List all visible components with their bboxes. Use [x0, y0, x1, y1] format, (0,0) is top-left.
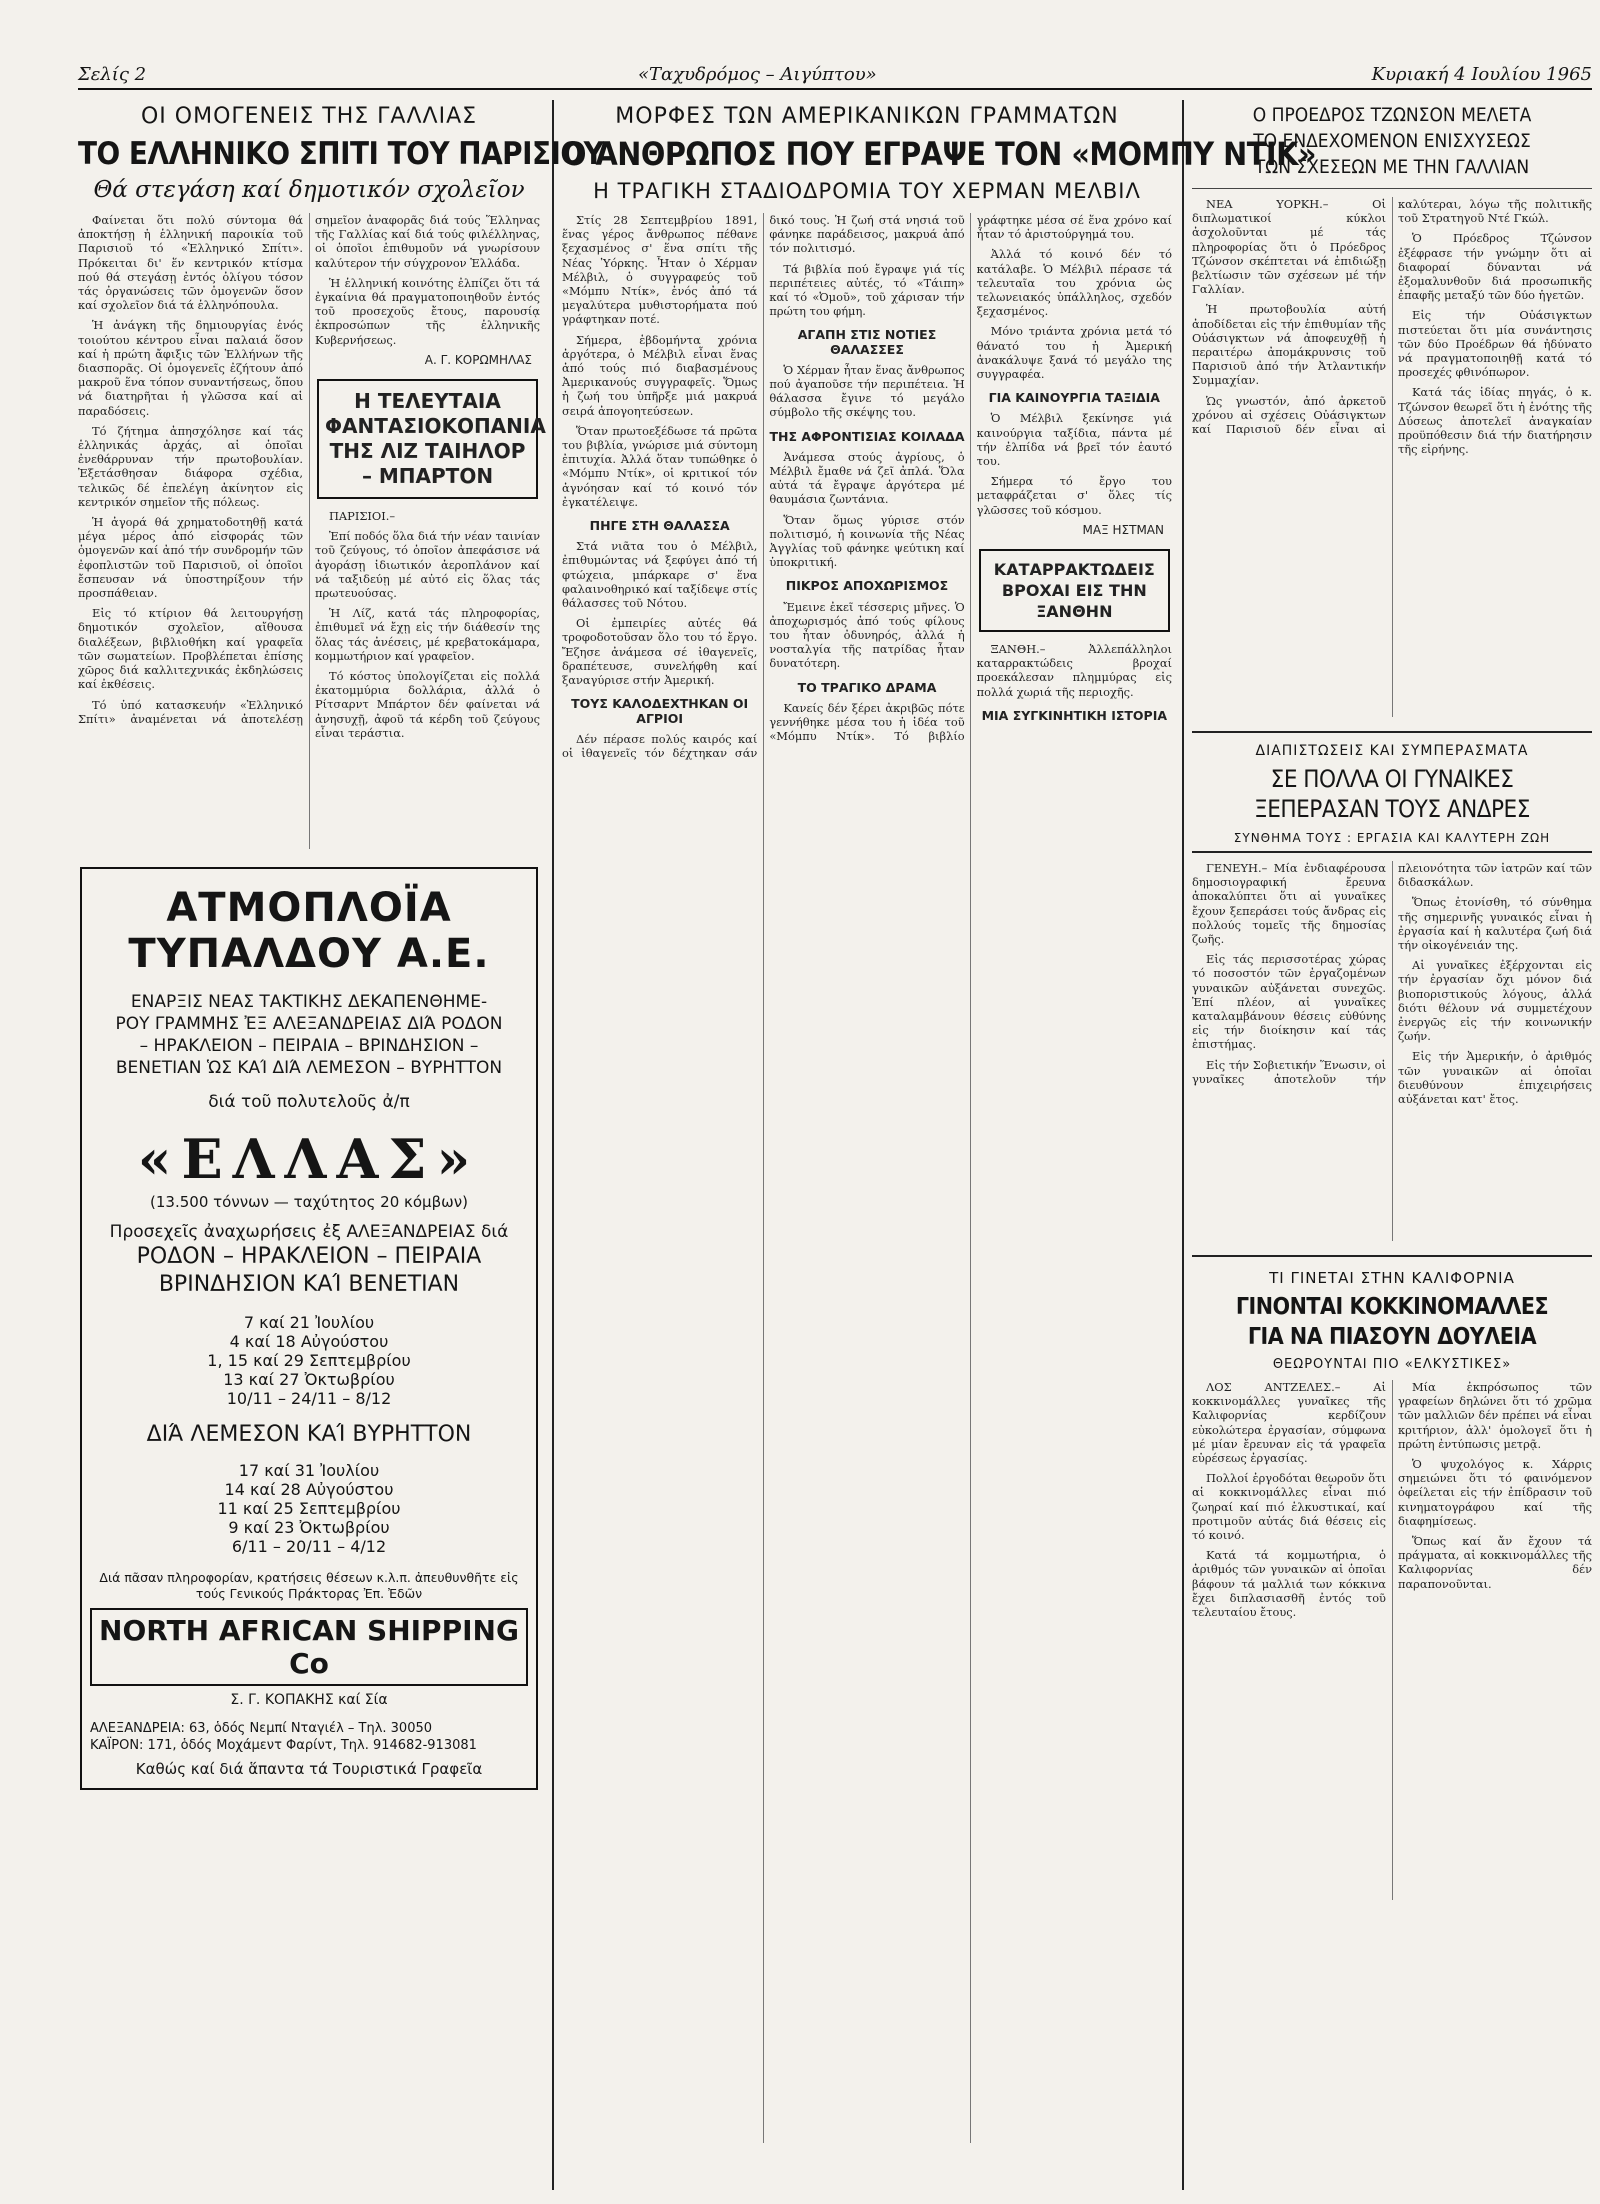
paragraph: Ὅπως ἐτονίσθη, τό σύνθημα τῆς σημερινῆς γυναικός εἶναι ἡ ἐργασία καί ἡ καλυτέρα ζωή διά τήν οἰκογένειάν της.	[1398, 895, 1592, 953]
paragraph: Ὅπως καί ἄν ἔχουν τά πράγματα, αἱ κοκκινομάλλες τῆς Καλιφορνίας δέν παραπονοῦνται.	[1398, 1534, 1592, 1591]
column-right	[1192, 100, 1592, 2190]
section-heading: ΤΗΣ ΑΦΡΟΝΤΙΣΙΑΣ ΚΟΙΛΑΔΑ	[769, 428, 965, 444]
ad-line: ΡΟΥ ΓΡΑΜΜΗΣ ἘΞ ΑΛΕΞΑΝΔΡΕΙΑΣ ΔΙΆ ΡΟΔΟΝ	[115, 1014, 503, 1034]
ad-capacity: (13.500 τόννων — ταχύτητος 20 κόμβων)	[150, 1193, 468, 1211]
ad-date: 14 καί 28 Αὐγούστου	[224, 1480, 394, 1499]
paragraph: Ἐπί ποδός ὅλα διά τήν νέαν ταινίαν τοῦ ζεύγους, τό ὁποῖον ἀπεφάσισε νά ἀγοράσῃ ἰδιωτικόν ἀεροπλάνον καί νά ταξιδεύῃ μέ αὐτό εἰς ὅλας τάς πρωτευούσας.	[315, 529, 540, 601]
ad-date: 9 καί 23 Ὀκτωβρίου	[228, 1518, 390, 1537]
paragraph: Τά βιβλία πού ἔγραψε γιά τίς περιπέτειες αὐτές, τό «Τάιπη» καί τό «Ὀμοῦ», τοῦ χάρισαν τήν πρώτη του φήμη.	[769, 261, 965, 319]
ad-via: διά τοῦ πολυτελοῦς ἀ/π	[208, 1092, 410, 1112]
page-number: Σελίς 2	[78, 64, 147, 85]
paper-name: «Ταχυδρόμος – Αιγύπτου»	[638, 64, 877, 85]
box-headline: Η ΤΕΛΕΥΤΑΙΑ ΦΑΝΤΑΣΙΟΚΟΠΑΝΙΑ ΤΗΣ ΛΙΖ ΤΑΙΗΛΟΡ – ΜΠΑΡΤΟΝ	[317, 379, 538, 499]
paragraph: Εἰς τήν Οὐάσιγκτων πιστεύεται ὅτι μία συνάντησις τῶν δύο Προέδρων θά ἠδύνατο νά πραγματοποιηθῇ κατά τό προσεχές φθινόπωρον.	[1398, 308, 1592, 380]
ad-route: ΒΡΙΝΔΗΣΙΟΝ ΚΑΊ ΒΕΝΕΤΙΑΝ	[158, 1272, 460, 1297]
article-kicker: ΤΙ ΓΙΝΕΤΑΙ ΣΤΗΝ ΚΑΛΙΦΟΡΝΙΑ	[1269, 1269, 1515, 1287]
dateline: ΠΑΡΙΣΙΟΙ.–	[329, 509, 396, 524]
article-signature: Α. Γ. ΚΟΡΩΜΗΛΑΣ	[424, 352, 532, 367]
paragraph: Ἔμεινε ἐκεῖ τέσσερις μῆνες. Ὁ ἀποχωρισμός ἀπό τούς φίλους του ἦταν ὀδυνηρός, ἀλλά ἡ νοσταλγία τῆς πατρίδας ἦταν δυνατότερη.	[769, 599, 965, 671]
paragraph: Τό ὑπό κατασκευήν «Ἑλληνικό Σπίτι» ἀναμένεται νά ἀποτελέσῃ σημεῖον ἀναφορᾶς διά τούς Ἕλληνας τῆς Γαλλίας καί διά τούς φιλέλληνας, οἱ ὁποῖοι ἐπιθυμοῦν νά γνωρίσουν καλύτερον τήν σύγχρονον Ἑλλάδα.	[78, 213, 540, 726]
ad-agent-sub: Σ. Γ. ΚΟΠΑΚΗΣ καί Σία	[230, 1692, 388, 1708]
paragraph: ΞΑΝΘΗ.– Ἀλλεπάλληλοι καταρρακτώδεις βροχαί προεκάλεσαν πλημμύρας εἰς πολλά χωριά τῆς περιοχῆς.	[976, 642, 1172, 699]
masthead	[78, 62, 1592, 90]
section-heading: ΑΓΑΠΗ ΣΤΙΣ ΝΟΤΙΕΣ ΘΑΛΑΣΣΕΣ	[797, 327, 937, 357]
headline-line: Ο ΠΡΟΕΔΡΟΣ ΤΖΩΝΣΟΝ ΜΕΛΕΤΑ	[1252, 104, 1532, 126]
ad-date: 10/11 – 24/11 – 8/12	[226, 1389, 392, 1408]
paragraph: Ἡ πρωτοβουλία αὐτή ἀποδίδεται εἰς τήν ἐπιθυμίαν τῆς Οὐάσιγκτων νά ἀποφευχθῇ ἡ περαιτέρω ἀπομάκρυνσις τοῦ Παρισιοῦ ἀπό τήν Ἀτλαντικήν Συμμαχίαν.	[1192, 302, 1386, 388]
section-heading: ΤΟ ΤΡΑΓΙΚΟ ΔΡΑΜΑ	[797, 679, 937, 695]
paragraph: Κανείς δέν ξέρει ἀκριβῶς πότε γεννήθηκε μέσα του ἡ ἰδέα τοῦ «Μόμπυ Ντίκ». Τό βιβλίο γράφτηκε μέσα σέ ἕνα χρόνο καί ἦταν τό ἀριστούργημά του.	[769, 213, 1172, 744]
paragraph: Ὁ Πρόεδρος Τζώνσον ἐξέφρασε τήν γνώμην ὅτι αἱ διαφοραί δύνανται νά ἐξομαλυνθοῦν διά προσωπικῆς ἐπαφῆς μεταξύ τῶν δύο ἡγετῶν.	[1398, 231, 1592, 303]
paragraph: Οἱ ἐμπειρίες αὐτές θά τροφοδοτοῦσαν ὅλο του τό ἔργο. Ἔζησε ἀνάμεσα σέ ἰθαγενεῖς, δραπέτευσε, συνελήφθη καί ξαναγύρισε στήν Ἀμερική.	[562, 616, 758, 688]
paragraph: Εἰς τό κτίριον θά λειτουργήσῃ δημοτικόν σχολεῖον, αἴθουσα διαλέξεων, βιβλιοθήκη καί γραφεῖα τῶν σωματείων. Προβλέπεται ἐπίσης χῶρος διά καλλιτεχνικάς ἐκδηλώσεις καί ἐκθέσεις.	[78, 606, 303, 692]
section-heading: ΜΙΑ ΣΥΓΚΙΝΗΤΙΚΗ ΙΣΤΟΡΙΑ	[981, 707, 1168, 723]
ad-date: 4 καί 18 Αὐγούστου	[229, 1332, 389, 1351]
headline-line: ΤΟ ΕΝΔΕΧΟΜΕΝΟΝ ΕΝΙΣΧΥΣΕΩΣ	[1253, 130, 1531, 152]
article-subhead: Θά στεγάση καί δημοτικόν σχολεῖον	[93, 177, 525, 203]
ad-date: 7 καί 21 Ἰουλίου	[243, 1313, 375, 1332]
ad-company: ΑΤΜΟΠΛΟΪΑ ΤΥΠΑΛΔΟΥ Α.Ε.	[128, 885, 490, 977]
article-body	[1192, 861, 1592, 1241]
paragraph: Στά νιᾶτα του ὁ Μέλβιλ, ἐπιθυμώντας νά ξεφύγει ἀπό τή φτώχεια, μπάρκαρε σ' ἕνα φαλαινοθηρικό καί ταξίδεψε στίς θάλασσες τοῦ Νότου.	[562, 539, 758, 611]
article-subhead: Η ΤΡΑΓΙΚΗ ΣΤΑΔΙΟΔΡΟΜΙΑ ΤΟΥ ΧΕΡΜΑΝ ΜΕΛΒΙΛ	[593, 179, 1141, 203]
article-headline: ΓΙΑ ΝΑ ΠΙΑΣΟΥΝ ΔΟΥΛΕΙΑ	[1247, 1324, 1537, 1350]
article-signature: ΜΑΞ ΗΣΤΜΑΝ	[1082, 522, 1164, 537]
divider	[1192, 188, 1592, 189]
paragraph: Κατά τά κομμωτήρια, ὁ ἀριθμός τῶν γυναικῶν αἱ ὁποῖαι βάφουν τά μαλλιά των κόκκινα ἔχει διπλασιασθῆ ἐντός τοῦ τελευταίου ἔτους.	[1192, 1548, 1386, 1620]
ad-dates	[90, 1461, 528, 1556]
paragraph: Ἡ ἑλληνική κοινότης ἐλπίζει ὅτι τά ἐγκαίνια θά πραγματοποιηθοῦν ἐντός τοῦ προσεχοῦς ἔτους, παρουσίᾳ ἐκπροσώπων τῆς ἑλληνικῆς Κυβερνήσεως.	[315, 275, 540, 347]
article-kicker: ΟΙ ΟΜΟΓΕΝΕΙΣ ΤΗΣ ΓΑΛΛΙΑΣ	[140, 104, 478, 129]
paragraph: Ἡ ἀγορά θά χρηματοδοτηθῇ κατά μέγα μέρος ἀπό εἰσφοράς τῶν ὁμογενῶν καί ἀπό τήν συνδρομήν τῶν ἐφοπλιστῶν τοῦ Παρισιοῦ, οἱ ὁποῖοι ἔσπευσαν νά ὑποστηρίξουν τήν προσπάθειαν.	[78, 515, 303, 601]
paragraph: Εἰς τάς περισσοτέρας χώρας τό ποσοστόν τῶν ἐργαζομένων γυναικῶν αὐξάνεται συνεχῶς. Ἐπί πλέον, αἱ γυναῖκες καταλαμβάνουν θέσεις εὐθύνης εἰς τήν διοίκησιν καί τάς ἐπιστήμας.	[1192, 952, 1386, 1052]
paragraph: Τό ζήτημα ἀπησχόλησε καί τάς ἑλληνικάς ἀρχάς, αἱ ὁποῖαι ἐνεθάρρυναν τήν πρωτοβουλίαν. Ἐξετάσθησαν διάφορα σχέδια, τελικῶς δέ ἐπελέγη ἀκίνητον εἰς κεντρικόν σημεῖον τῆς πόλεως.	[78, 423, 303, 509]
paragraph: ΝΕΑ ΥΟΡΚΗ.– Οἱ διπλωματικοί κύκλοι ἀσχολοῦνται μέ τάς πληροφορίας ὅτι ὁ Πρόεδρος Τζώνσον σκέπτεται νά ἐπιδιώξῃ βελτίωσιν τῶν σχέσεων μέ τήν Γαλλίαν.	[1192, 197, 1386, 297]
paragraph: Κατά τάς ἰδίας πηγάς, ὁ κ. Τζώνσον θεωρεῖ ὅτι ἡ ἑνότης τῆς Δύσεως ἀποτελεῖ ἀναγκαίαν προϋπόθεσιν διά τήν διατήρησιν τῆς εἰρήνης.	[1398, 385, 1592, 457]
paragraph: ΛΟΣ ΑΝΤΖΕΛΕΣ.– Αἱ κοκκινομάλλες γυναῖκες τῆς Καλιφορνίας κερδίζουν εὐκολώτερα ἐργασίαν, σύμφωνα μέ μίαν ἔρευναν εἰς τά γραφεῖα εὑρέσεως ἐργασίας.	[1192, 1380, 1386, 1466]
ad-footer: Καθώς καί διά ἅπαντα τά Τουριστικά Γραφεῖα	[135, 1760, 483, 1778]
paragraph: Τό κόστος ὑπολογίζεται εἰς πολλά ἑκατομμύρια δολλάρια, ἀλλά ὁ Ρίτσαρντ Μπάρτον δέν φαίνεται νά ἀνησυχῇ, ἀφοῦ τά κέρδη τοῦ ζεύγους εἶναι τεράστια.	[315, 669, 540, 740]
ad-line: – ΗΡΑΚΛΕΙΟΝ – ΠΕΙΡΑΙΑ – ΒΡΙΝΔΗΣΙΟΝ –	[139, 1036, 479, 1056]
article-subhead: ΘΕΩΡΟΥΝΤΑΙ ΠΙΟ «ΕΛΚΥΣΤΙΚΕΣ»	[1272, 1357, 1512, 1372]
paragraph: Ἡ Λίζ, κατά τάς πληροφορίας, ἐπιθυμεῖ νά ἔχῃ εἰς τήν διάθεσίν της ὅλας τάς ἀνέσεις, μέ κρεβατοκάμαρα, κομμωτήριον καί γραφεῖον.	[315, 606, 540, 663]
paragraph: Ἀλλά τό κοινό δέν τό κατάλαβε. Ὁ Μέλβιλ πέρασε τά τελευταῖα του χρόνια ὡς τελωνειακός ὑπάλληλος, σχεδόν ξεχασμένος.	[976, 247, 1172, 319]
article-headline: ΞΕΠΕΡΑΣΑΝ ΤΟΥΣ ΑΝΔΡΕΣ	[1254, 795, 1530, 823]
paragraph: Μία ἐκπρόσωπος τῶν γραφείων δηλώνει ὅτι τό χρῶμα τῶν μαλλιῶν δέν πρέπει νά εἶναι κριτήριον, ἀλλ' ὁμολογεῖ ὅτι ἡ πρώτη ἐντύπωσις μετρᾷ.	[1398, 1380, 1592, 1451]
shipping-advertisement	[80, 867, 538, 1790]
article-body	[78, 213, 546, 849]
article-headline: Ο ΑΝΘΡΩΠΟΣ ΠΟΥ ΕΓΡΑΨΕ ΤΟΝ «ΜΟΜΠΥ ΝΤΙΚ»	[562, 135, 1316, 173]
article-subhead: ΣΥΝΘΗΜΑ ΤΟΥΣ : ΕΡΓΑΣΙΑ ΚΑΙ ΚΑΛΥΤΕΡΗ ΖΩΗ	[1233, 831, 1551, 845]
ad-agent: NORTH AFRICAN SHIPPING Co	[90, 1608, 528, 1686]
ad-info: Διά πᾶσαν πληροφορίαν, κρατήσεις θέσεων κ.λ.π. ἀπευθυνθῆτε εἰς τούς Γενικούς Πράκτορας Ἐπ. Ἐδῶν	[99, 1570, 519, 1601]
paragraph: ΓΕΝΕΥΗ.– Μία ἐνδιαφέρουσα δημοσιογραφική ἔρευνα ἀποκαλύπτει ὅτι αἱ γυναῖκες ἔχουν ξεπεράσει τούς ἄνδρας εἰς πολλούς τομεῖς τῆς δημοσίας ζωῆς.	[1192, 861, 1386, 947]
ad-address: ΑΛΕΞΑΝΔΡΕΙΑ: 63, ὁδός Νεμπί Νταγιέλ – Τηλ. 30050	[90, 1721, 433, 1736]
article-headline	[1192, 102, 1592, 180]
paragraph: Εἰς τήν Σοβιετικήν Ἕνωσιν, οἱ γυναῖκες ἀποτελοῦν τήν πλειονότητα τῶν ἰατρῶν καί τῶν διδασκάλων.	[1192, 861, 1592, 1086]
paragraph: Ὁ Χέρμαν ἦταν ἕνας ἄνθρωπος πού ἀγαποῦσε τήν περιπέτεια. Ἡ θάλασσα ἔγινε τό μεγάλο σύμβολο τῆς σκέψης του.	[769, 362, 965, 420]
paragraph: Ὁ Μέλβιλ ξεκίνησε γιά καινούργια ταξίδια, πάντα μέ τήν ἐλπίδα νά βρεῖ τόν ἑαυτό του.	[976, 411, 1172, 469]
section-heading: ΓΙΑ ΚΑΙΝΟΥΡΓΙΑ ΤΑΞΙΔΙΑ	[988, 390, 1160, 406]
column-rule	[1182, 100, 1184, 2190]
article-kicker: ΔΙΑΠΙΣΤΩΣΕΙΣ ΚΑΙ ΣΥΜΠΕΡΑΣΜΑΤΑ	[1255, 743, 1529, 759]
ad-date: 1, 15 καί 29 Σεπτεμβρίου	[207, 1351, 411, 1370]
article-kicker: ΜΟΡΦΕΣ ΤΩΝ ΑΜΕΡΙΚΑΝΙΚΩΝ ΓΡΑΜΜΑΤΩΝ	[615, 104, 1119, 129]
ad-line: ΒΕΝΕΤΙΑΝ ὩΣ ΚΑΊ ΔΙΆ ΛΕΜΕΣΟΝ – ΒΥΡΗΤΤΟΝ	[115, 1058, 503, 1078]
article-body	[1192, 1380, 1592, 1900]
article-headline: ΓΙΝΟΝΤΑΙ ΚΟΚΚΙΝΟΜΑΛΛΕΣ	[1235, 1294, 1549, 1320]
section-heading: ΠΙΚΡΟΣ ΑΠΟΧΩΡΙΣΜΟΣ	[785, 578, 949, 594]
article-body	[1192, 197, 1592, 717]
paragraph: Ὅταν πρωτοεξέδωσε τά πρῶτα του βιβλία, γνώρισε μιά σύντομη ἐπιτυχία. Ἀλλά ὅταν τυπώθηκε ὁ «Μόμπυ Ντίκ», οἱ κριτικοί τόν ἀγνόησαν καί τό κοινό τόν ἐγκατέλειψε.	[562, 423, 758, 509]
ad-ship-name: «ΕΛΛΑΣ»	[137, 1127, 481, 1191]
women-article-header	[1192, 731, 1592, 853]
paragraph: Ὡς γνωστόν, ἀπό ἀρκετοῦ χρόνου αἱ σχέσεις Οὐάσιγκτων καί Παρισιοῦ δέν εἶναι αἱ καλύτεραι, λόγω τῆς πολιτικῆς τοῦ Στρατηγοῦ Ντέ Γκώλ.	[1192, 197, 1592, 437]
article-body	[562, 213, 1172, 2143]
ad-date: 13 καί 27 Ὀκτωβρίου	[223, 1370, 395, 1389]
box-headline: ΚΑΤΑΡΡΑΚΤΩΔΕΙΣ ΒΡΟΧΑΙ ΕΙΣ ΤΗΝ ΞΑΝΘΗΝ	[979, 549, 1170, 632]
ad-route: ΡΟΔΟΝ – ΗΡΑΚΛΕΙΟΝ – ΠΕΙΡΑΙΑ	[136, 1244, 482, 1269]
issue-date: Κυριακή 4 Ιουλίου 1965	[1371, 64, 1592, 85]
paragraph: Φαίνεται ὅτι πολύ σύντομα θά ἀποκτήσῃ ἡ ἑλληνική παροικία τοῦ Παρισιοῦ τό «Ἑλληνικό Σπίτι». Πρόκειται δι' ἕν κεντρικόν κτίσμα πού θά στεγάσῃ ἐντός ὀλίγου τόσον τάς ὀργανώσεις τῶν ὁμογενῶν ὅσον καί σχολεῖον διά τά ἑλληνόπουλα.	[78, 213, 303, 313]
paragraph: Ὅταν ὅμως γύρισε στόν πολιτισμό, ἡ κοινωνία τῆς Νέας Ἀγγλίας τοῦ φάνηκε ψεύτικη καί ὑποκριτική.	[769, 512, 965, 570]
paragraph: Στίς 28 Σεπτεμβρίου 1891, ἕνας γέρος ἄνθρωπος πέθανε ξεχασμένος σ' ἕνα σπίτι τῆς Νέας Ὑόρκης. Ἦταν ὁ Χέρμαν Μέλβιλ, ὁ συγγραφεύς τοῦ «Μόμπυ Ντίκ», ἑνός ἀπό τά μεγαλύτερα μυθιστορήματα πού γράφτηκαν ποτέ.	[562, 213, 758, 327]
paragraph: Πολλοί ἐργοδόται θεωροῦν ὅτι αἱ κοκκινομάλλες εἶναι πιό ζωηραί καί πιό ἑλκυστικαί, καί προτιμοῦν αὐτάς διά θέσεις εἰς τό κοινό.	[1192, 1471, 1386, 1543]
ad-address: ΚΑΪΡΟΝ: 171, ὁδός Μοχάμεντ Φαρίντ, Τηλ. 914682-913081	[90, 1738, 477, 1753]
ad-departures-label: Προσεχεῖς ἀναχωρήσεις ἐξ ΑΛΕΞΑΝΔΡΕΙΑΣ διά	[109, 1222, 509, 1242]
article-headline: ΤΟ ΕΛΛΗΝΙΚΟ ΣΠΙΤΙ ΤΟΥ ΠΑΡΙΣΙΟΥ	[78, 136, 604, 172]
section-heading: ΤΟΥΣ ΚΑΛΟΔΕΧΤΗΚΑΝ ΟΙ ΑΓΡΙΟΙ	[571, 696, 749, 726]
paragraph: Αἱ γυναῖκες ἐξέρχονται εἰς τήν ἐργασίαν ὄχι μόνον διά βιοποριστικούς λόγους, ἀλλά διότι θέλουν νά συμμετέχουν ἐνεργῶς εἰς τήν κοινωνικήν ζωήν.	[1398, 958, 1592, 1044]
california-article-header	[1192, 1255, 1592, 1372]
paragraph: Μόνο τριάντα χρόνια μετά τό θάνατό του ἡ Ἀμερική ἀνακάλυψε ξανά τό μεγάλο της συγγραφέα.	[976, 324, 1172, 382]
paragraph: Εἰς τήν Ἀμερικήν, ὁ ἀριθμός τῶν γυναικῶν αἱ ὁποῖαι διευθύνουν ἐπιχειρήσεις αὐξάνεται κατ' ἔτος.	[1398, 1049, 1592, 1107]
headline-line: ΤΩΝ ΣΧΕΣΕΩΝ ΜΕ ΤΗΝ ΓΑΛΛΙΑΝ	[1254, 156, 1530, 178]
paragraph: Δέν πέρασε πολύς καιρός καί οἱ ἰθαγενεῖς τόν δέχτηκαν σάν δικό τους. Ἡ ζωή στά νησιά τοῦ φάνηκε παράδεισος, μακρυά ἀπό τόν πολιτισμό.	[562, 213, 965, 760]
column-left	[78, 100, 604, 2190]
ad-date: 11 καί 25 Σεπτεμβρίου	[217, 1499, 401, 1518]
ad-line: ΕΝΑΡΞΙΣ ΝΕΑΣ ΤΑΚΤΙΚΗΣ ΔΕΚΑΠΕΝΘΗΜΕ-	[130, 992, 488, 1012]
ad-destination: ΔΙΆ ΛΕΜΕΣΟΝ ΚΑΊ ΒΥΡΗΤΤΟΝ	[146, 1422, 472, 1447]
article-headline: ΣΕ ΠΟΛΛΑ ΟΙ ΓΥΝΑΙΚΕΣ	[1270, 765, 1514, 793]
paragraph: Σήμερα, ἑβδομήντα χρόνια ἀργότερα, ὁ Μέλβιλ εἶναι ἕνας ἀπό τούς πιό διαβασμένους Ἀμερικανούς συγγραφεῖς. Ὅμως ἡ ζωή του ὑπῆρξε μιά μακρυά σειρά ἀπογοητεύσεων.	[562, 332, 758, 418]
paragraph: Ἀνάμεσα στούς ἀγρίους, ὁ Μέλβιλ ἔμαθε νά ζεῖ ἀπλά. Ὅλα αὐτά τά ἔγραψε ἀργότερα μέ θαυμάσια ζωντάνια.	[769, 449, 965, 507]
column-rule	[552, 100, 554, 2190]
ad-date: 6/11 – 20/11 – 4/12	[231, 1537, 387, 1556]
ad-dates	[90, 1313, 528, 1408]
paragraph: Ὁ ψυχολόγος κ. Χάρρις σημειώνει ὅτι τό φαινόμενον ὀφείλεται εἰς τήν ἐπίδρασιν τοῦ κινηματογράφου καί τῆς διαφημίσεως.	[1398, 1457, 1592, 1528]
ad-date: 17 καί 31 Ἰουλίου	[238, 1461, 380, 1480]
paragraph: Σήμερα τό ἔργο του μεταφράζεται σ' ὅλες τίς γλῶσσες τοῦ κόσμου.	[976, 474, 1172, 517]
section-heading: ΠΗΓΕ ΣΤΗ ΘΑΛΑΣΣΑ	[589, 518, 730, 534]
paragraph: Ἡ ἀνάγκη τῆς δημιουργίας ἑνός τοιούτου κέντρου εἶναι παλαιά ὅσον καί ἡ πρώτη ἄφιξις τῶν Ἑλλήνων τῆς διασπορᾶς. Οἱ ὁμογενεῖς ἐζήτουν ἀπό μακροῦ ἕνα τόπον συναντήσεως, ὅπου νά διατηρῆται ἡ γλῶσσα καί αἱ παραδόσεις.	[78, 318, 303, 418]
